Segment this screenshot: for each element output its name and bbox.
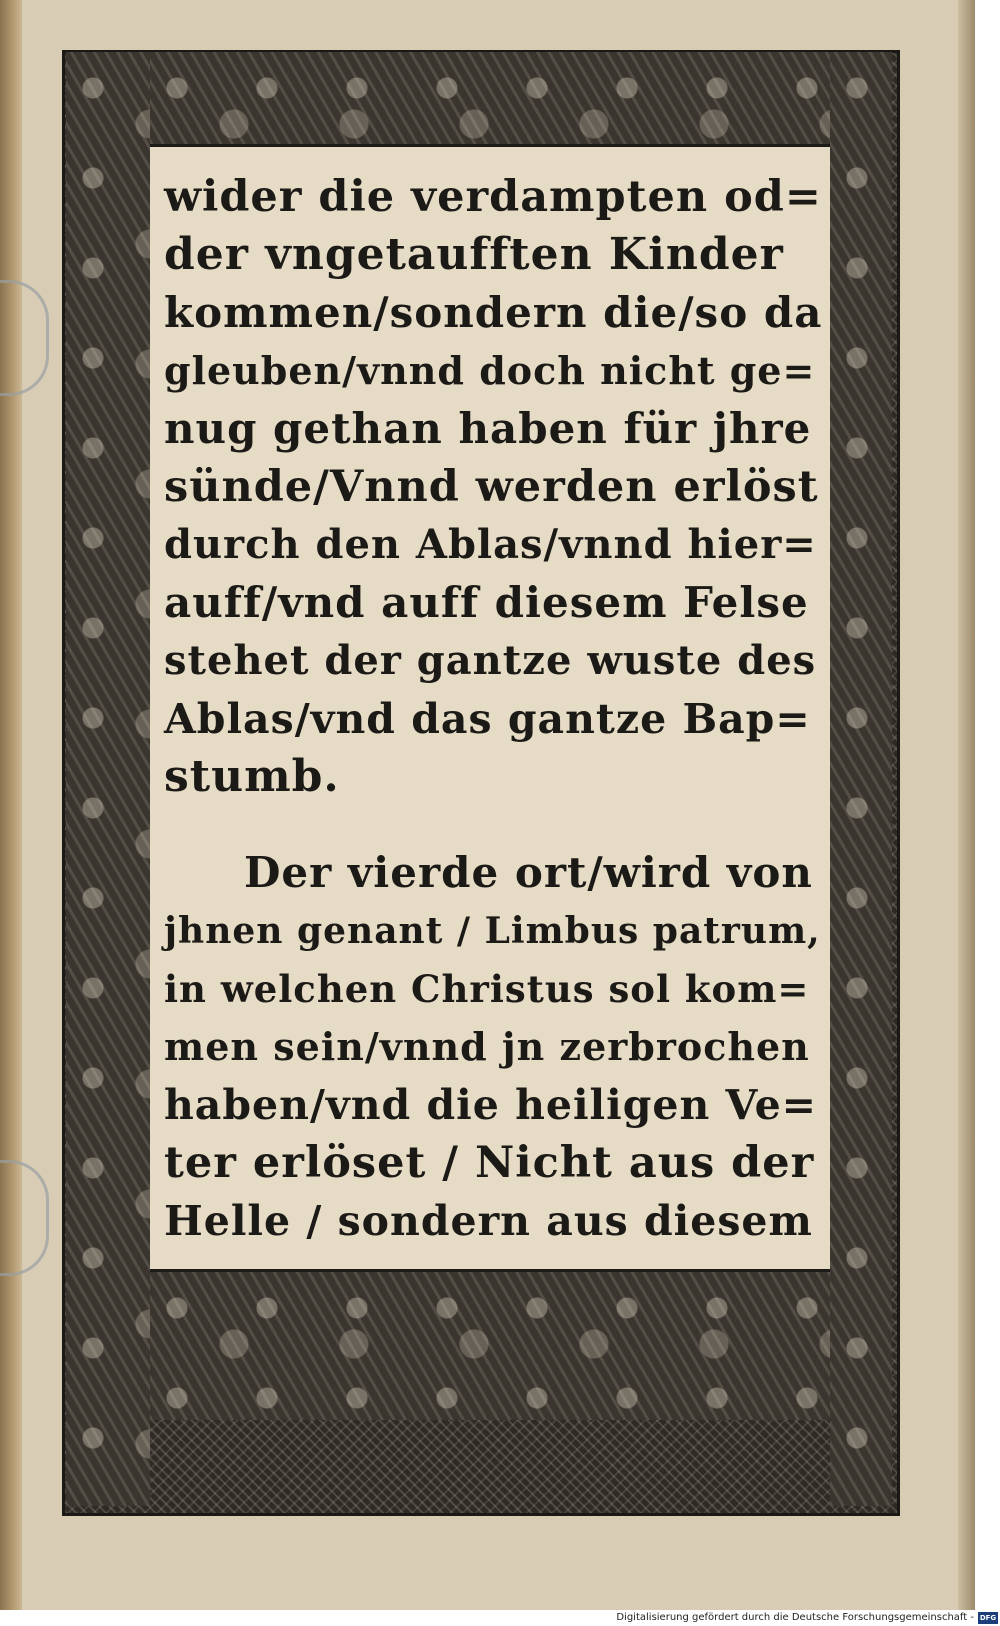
text-line: in welchen Christus sol kom=: [164, 967, 810, 1011]
digitization-credit: Digitalisierung gefördert durch die Deutsche Forschungsgemeinschaft -: [616, 1612, 974, 1623]
text-block: [150, 144, 830, 1272]
text-line: kommen/sondern die/so da: [164, 288, 823, 337]
text-line: stumb.: [164, 751, 340, 802]
text-line: nug gethan haben für jhre: [164, 404, 812, 453]
text-line: stehet der gantze wuste des: [164, 637, 817, 684]
page-clip-bottom: [0, 1160, 49, 1276]
text-line: Helle / sondern aus diesem: [164, 1197, 813, 1245]
text-line: jhnen genant / Limbus patrum,: [164, 910, 821, 952]
text-line: sünde/Vnnd werden erlöst: [164, 462, 819, 512]
ornamental-left-column: [66, 52, 150, 1506]
text-line: durch den Ablas/vnnd hier=: [164, 521, 817, 568]
text-line: auff/vnd auff diesem Felse: [164, 578, 809, 627]
text-line: der vngetaufften Kinder: [164, 229, 784, 280]
text-line: gleuben/vnnd doch nicht ge=: [164, 348, 816, 393]
ornamental-bottom-border-cherubs: [150, 1272, 830, 1420]
text-line: haben/vnd die heiligen Ve=: [164, 1081, 818, 1129]
text-line: Ablas/vnd das gantze Bap=: [164, 695, 811, 743]
page-edge: [958, 0, 975, 1610]
paragraph-start-line: Der vierde ort/wird von: [244, 848, 813, 897]
text-line: ter erlöset / Nicht aus der: [164, 1138, 815, 1188]
dfg-logo: DFG: [979, 1614, 997, 1622]
page-spine: [0, 0, 22, 1610]
text-line: men sein/vnnd jn zerbrochen: [164, 1024, 810, 1069]
page-clip-top: [0, 280, 49, 396]
ornamental-top-border: [150, 52, 830, 144]
text-line: wider die verdampten od=: [164, 172, 822, 222]
ornamental-right-column: [830, 52, 892, 1506]
